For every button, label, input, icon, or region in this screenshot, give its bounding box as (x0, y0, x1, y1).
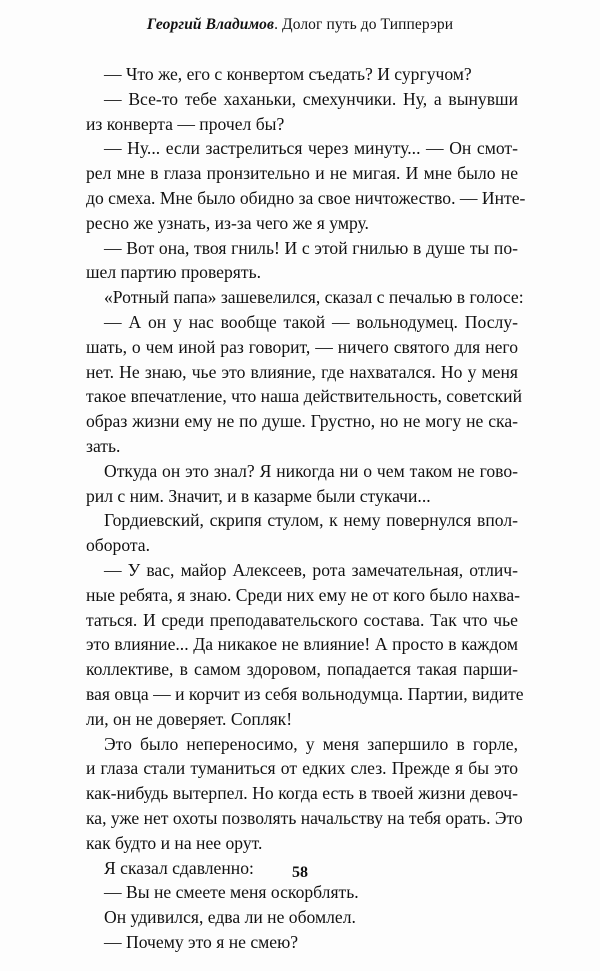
text-line: и глаза стали туманиться от едких слез. Прежде я бы это (86, 758, 518, 779)
header-title: Долог путь до Типперэри (282, 16, 454, 33)
text-line: образ жизни ему не по душе. Грустно, но не могу не ска- (86, 411, 518, 432)
text-line: — Вот она, твоя гниль! И с этой гнилью в душе ты по- (104, 237, 518, 258)
text-line: шел партию проверять. (86, 262, 261, 283)
text-line: таться. И среди преподавательского состава. Так что чье (86, 609, 518, 630)
text-line: вая овца — и корчит из себя вольнодумца. Партии, видите (86, 683, 524, 704)
paragraph (86, 732, 523, 856)
running-header (0, 16, 600, 34)
text-line: как будто и на нее орут. (86, 832, 263, 853)
paragraph (86, 310, 523, 459)
text-line: Я сказал сдавленно: (104, 857, 254, 878)
text-line: нет. Не знаю, чье это влияние, где нахватался. Но у меня (86, 361, 518, 382)
paragraph (86, 930, 518, 955)
paragraph (86, 459, 518, 509)
text-line: — Ну... если застрелиться через минуту... — Он смот- (104, 138, 518, 159)
text-line: это влияние... Да никакое не влияние! А просто в каждом (86, 634, 518, 655)
text-line: — Почему это я не смею? (104, 931, 299, 952)
text-line: ка, уже нет охоты позволять начальству на тебя орать. Это (86, 807, 523, 828)
paragraph (86, 508, 518, 558)
text-line: Откуда он это знал? Я никогда ни о чем таком не гово- (104, 460, 518, 481)
text-line: из конверта — прочел бы? (86, 113, 285, 134)
text-line: — Что же, его с конвертом съедать? И сургучом? (104, 64, 472, 84)
text-line: до смеха. Мне было обидно за свое ничтожество. — Инте- (86, 187, 526, 208)
text-line: рил с ним. Значит, и в казарме были стукачи... (86, 485, 431, 506)
paragraph (86, 236, 518, 286)
text-line: — Вы не смеете меня оскорблять. (104, 882, 359, 903)
text-line: «Ротный папа» зашевелился, сказал с печалью в голосе: (104, 287, 524, 308)
text-line: — А он у нас вообще такой — вольнодумец. Послу- (104, 311, 518, 332)
body-text (86, 62, 526, 955)
text-line: коллективе, в самом здоровом, попадается такая парши- (86, 659, 518, 680)
header-author: Георгий Владимов (146, 16, 275, 33)
text-line: — У вас, майор Алексеев, рота замечательная, отлич- (104, 559, 518, 580)
text-line: — Все-то тебе хаханьки, смехунчики. Ну, а вынувши (104, 88, 518, 109)
paragraph (86, 285, 524, 310)
text-line: ные ребята, я знаю. Среди них ему не от кого было нахва- (86, 584, 521, 605)
text-line: Он удивился, едва ли не обомлел. (104, 907, 356, 928)
paragraph (86, 905, 518, 930)
text-line: Гордиевский, скрипя стулом, к нему повернулся впол- (104, 510, 518, 531)
text-line: ли, он не доверяет. Сопляк! (86, 708, 293, 729)
text-line: зать. (86, 435, 121, 456)
text-line: ресно же узнать, из-за чего же я умру. (86, 212, 369, 233)
text-line: такое впечатление, что наша действительность, советский (86, 386, 523, 407)
paragraph (86, 136, 526, 235)
paragraph (86, 880, 518, 905)
text-line: как-нибудь вытерпел. Но когда есть в твоей жизни девоч- (86, 783, 518, 804)
paragraph (86, 87, 518, 137)
paragraph (86, 558, 524, 732)
text-line: шать, о чем иной раз говорит, — ничего святого для него (86, 336, 518, 357)
paragraph (86, 62, 518, 87)
header-separator: . (274, 16, 283, 33)
text-line: рел мне в глаза пронзительно и не мигая. И мне было не (86, 163, 518, 184)
text-line: оборота. (86, 535, 151, 556)
text-line: Это было непереносимо, у меня запершило в горле, (104, 733, 518, 754)
page-number: 58 (292, 864, 308, 881)
